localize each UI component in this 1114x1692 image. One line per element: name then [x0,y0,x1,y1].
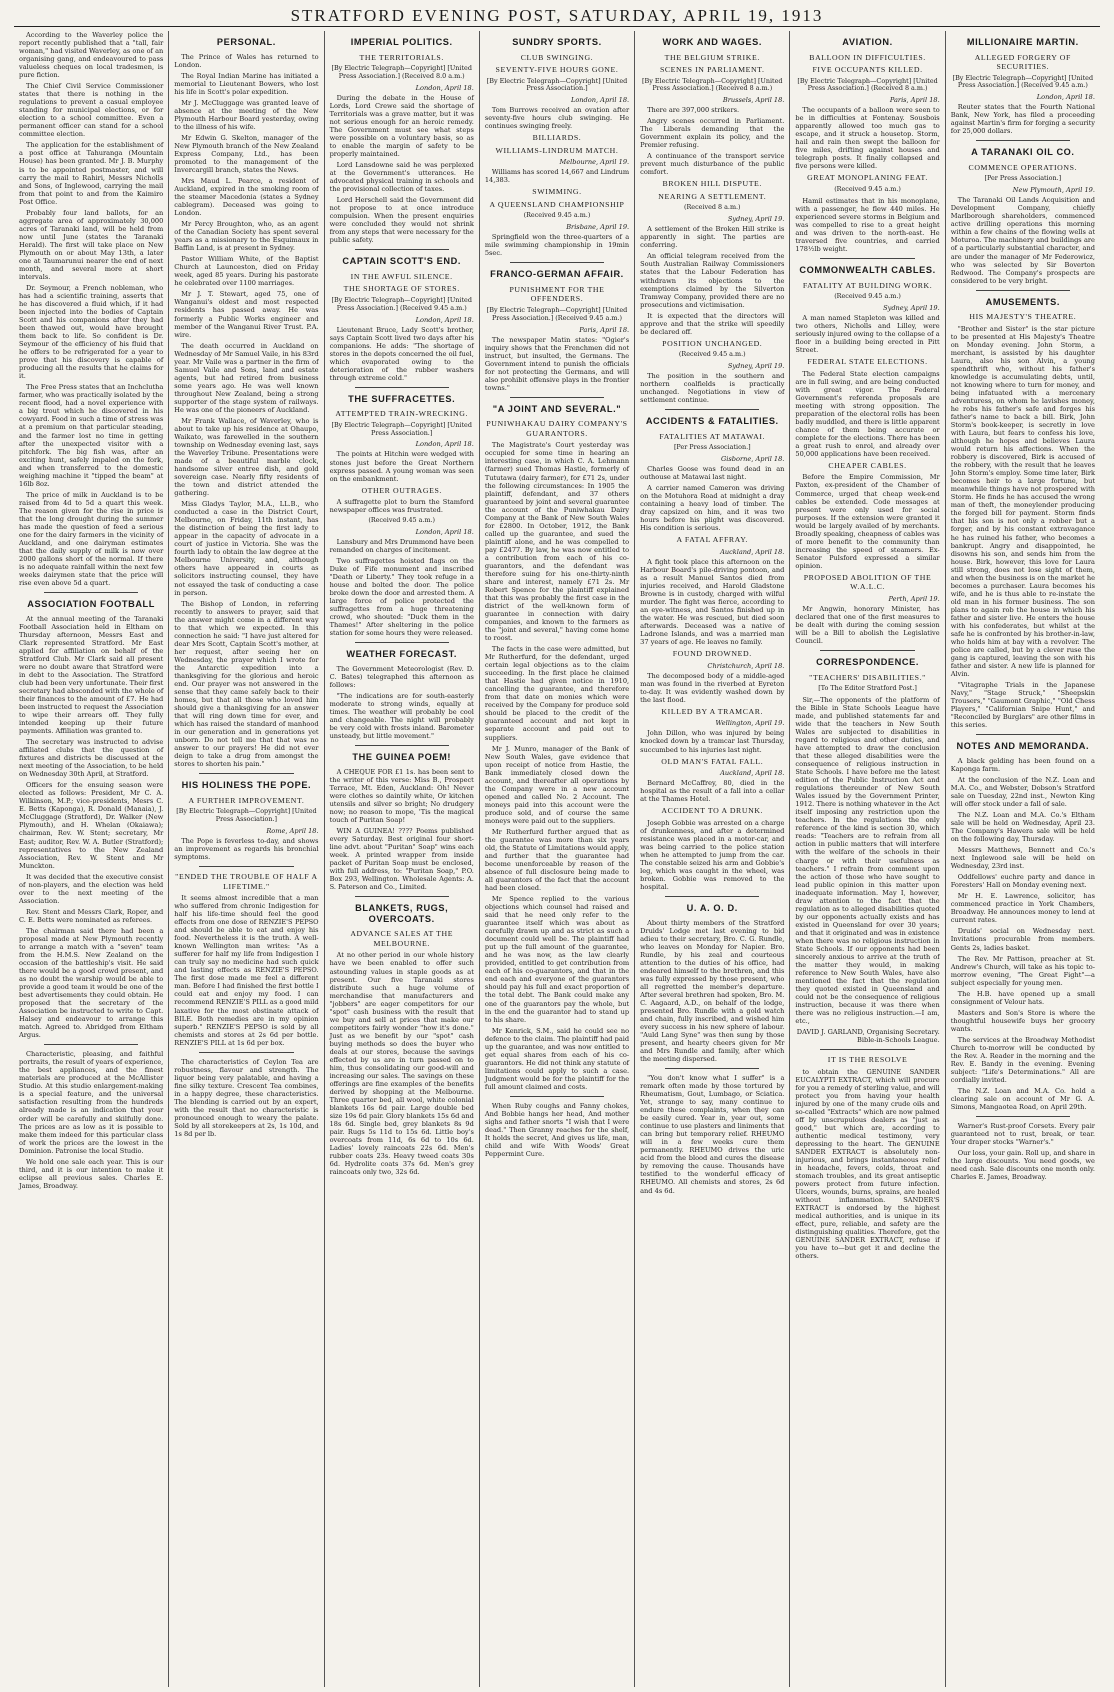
article-paragraph: The N.Z. Loan and M.A. Co. hold a clearing sale on account of Mr G. A. Simons, Mangaotea Road, on April 29th. [950,1087,1095,1112]
article-paragraph: Warner's Rust-proof Corsets. Every pair guaranteed not to rust, break, or tear. Your draper stocks "Warner's." [950,1122,1095,1147]
dateline: London, April 18. [415,83,474,92]
column-rule [44,1044,138,1045]
article-paragraph: The Bishop of London, in referring recently to answers to prayer, said that the answer might come in a different way to that which we expected. In this connection he said: "I have just altered for dear Mrs Scott, Captain Scott's mother, at her request, after seeing her on Wednesday, the prayer which I wrote for the Antarctic expedition into a thanksgiving for the glorious and heroic end. Our prayer was not answered in the sense that they came safely back to their homes, but that all those who loved him should give a thanksgiving for an answer that will ring down time for ever, and which has raised the standard of manhood in our generation and in generations yet unborn. Do not tell me that that was no answer to our prayers! He did not ever deign to take a drug from amongst the stores to shorten his pain." [174,599,319,769]
column-rule [355,249,449,250]
article-paragraph: The Free Press states that an Inchclutha farmer, who was practically isolated by the recent flood, had a novel experience with a big trout which he discovered in his cowyard. Food in such a time of stress was at a premium on that particular steading, and the farmer lost no time in getting after the unexpected visitor with a pitchfork. The big fish was, after an exciting hunt, safely impaled on the fork, and when transferred to the domestic weighing machine it "tipped the beam" at 16lb 8oz. [19,383,164,488]
article-paragraph: Bernard McCaffrey, 80, died in the hospital as the result of a fall into a cellar at the Thames Hotel. [640,779,785,804]
article-headline: ASSOCIATION FOOTBALL [27,599,155,610]
article-paragraph: A continuance of the transport service prevent much disturbance of the public comfort. [640,152,785,177]
article-paragraph: The death occurred in Auckland on Wednesday of Mr Samuel Vaile, in his 83rd year. Mr Vaile was a partner in the firm of Samuel Vaile and Sons, land and estate agents, but had retired from business some years ago. He was well known throughout New Zealand, being a strong supporter of the stage system of railways. He was one of the pioneers of Auckland. [174,341,319,414]
article-headline: "A JOINT AND SEVERAL." [492,403,622,414]
article-paragraph: When Ruby coughs and Fanny chokes, And Bobbie hangs her head, And mother sighs and father snorts "I wish that I were dead." Then Granny reaches for the shelf, It holds the secret, And gives us life, man, child and wife With Woods' Great Peppermint Cure. [484,1101,630,1159]
article-paragraph: A fight took place this afternoon on the Harbour Board's pile-driving pontoon, and as a result Manuel Santos died from injuries received, and Harold Gladstone Browne is in custody, charged with wilful murder. The fight was fierce, according to an eye-witness, and Santos finished up in the water. He was rescued, but died soon afterwards. Deceased was a native of Ladrone Islands, and was a married man 37 years of age. He leaves no family. [640,557,785,647]
column-rule [976,290,1070,291]
article-headline: NOTES AND MEMORANDA. [956,741,1090,752]
article-paragraph: Officers for the ensuing season were elected as follows: President, Mr C. A. Wilkinson, M.P.; vice-presidents, Mesrs C. E. Betts (Kaponga), R. Donald (Manaia), J. McCluggage (Stratford), Dr. Walker (New Plymouth), and H. Whelan (Okaiawa); chairman, Rev. W. Stent; secretary, Mr East; auditor, Rev. W. A. Butler (Stratford); representatives to the New Zealand Association, Rev. W. Stent and Mr Munckton. [19,781,164,870]
article-paragraph: Mr J. McCluggage was granted leave of absence at the meeting of the New Plymouth Harbour Board yesterday, owing to the illness of his wife. [174,98,319,131]
article-subheading: OLD MAN'S FATAL FALL. [661,756,764,766]
article-subheading: PUNIWHAKAU DAIRY COMPANY'S GUARANTORS. [486,419,628,438]
article-paragraph: A suffragette plot to burn the Stamford newspaper offices was frustrated. [329,498,474,515]
article-paragraph: It seems almost incredible that a man who suffered from chronic Indigestion for half his life-time should feel the good effects from one dose of RENZIE'S PEPSO and should be able to eat and enjoy his food. Nevertheless it is the truth. A well-known Wellington man writes: "As a sufferer for half my life from Indigestion I can truly say no medicine had such quick and lasting effects as RENZIE'S PEPSO. The first dose made me feel a different man. Before I had finished the first bottle I could eat and enjoy my food. I can recommend RENZIE'S PILL as a good mild laxative for the most obstinate attack of BILE. Both remedies are in my opinion superb." RENZIE'S PEPSO is sold by all chemists and stores at 2s 6d per bottle. RENZIE'S PILL at 1s 6d per box. [174,894,319,1047]
column-rule [976,734,1070,735]
article-subheading: CHEAPER CABLES. [828,460,907,470]
article-subheading: CLUB SWINGING. [520,52,594,62]
column-rule [510,1096,604,1097]
article-paragraph: Mr Rutherfurd further argued that as the guarantee was more than six years old, the Statute of Limitations would apply, and further that the guarantee had become unenforceable by reason of the absence of full disclosure being made to all guarantors of the fact that the account had been closed. [484,827,630,893]
article-subheading: GREAT MONOPLANING FEAT. [807,173,928,183]
article-subheading: BILLIARDS. [532,133,582,143]
article-paragraph: During the debate in the House of Lords, Lord Crewe said the shortage of Territorials was a grave matter, but it was not serious enough for an heroic remedy. The Government must see what steps were possible on a voluntary basis, so as to enable the margin of safety to be properly maintained. [329,93,474,158]
article-subheading: SWIMMING. [532,187,582,197]
article-paragraph: The Chief Civil Service Commissioner states that there is nothing in the regulations to prevent a casual employee standing for municipal elections, or for election to a school committee. Even a permanent officer can stand for a school committee election. [19,82,164,139]
article-paragraph: The position in the southern and northern coalfields is practically unchanged. Negotiations in view of settlement continue. [640,372,785,405]
article-headline: THE GUINEA POEM! [352,752,451,763]
article-paragraph: Mr Percy Broughton, who, as an agent of the Canadian Society has spent several years as a missionary to the Esquimaux in Baffin Land, is at present in Sydney. [174,220,319,253]
masthead: STRATFORD EVENING POST, SATURDAY, APRIL 19, 1913 [14,6,1100,27]
column-rule [665,1068,759,1069]
column-rule [355,745,449,746]
article-paragraph: The Rev. Mr Pattison, preacher at St. Andrew's Church, will take as his topic to-morrow evening, "The Great Fight"—a subject especially for young men. [950,954,1095,987]
column-rule [976,1116,1070,1117]
article-headline: IMPERIAL POLITICS. [350,37,453,47]
wire-credit: [By Electric Telegraph—Copyright] [United Press Association.] (Received 8.0 a.m.) [331,64,472,80]
article-paragraph: The N.Z. Loan and M.A. Co.'s Eltham sale will be held on Wednesday, April 23. The Company's Hawera sale will be held on the following day, Thursday. [950,811,1095,844]
article-subheading: A FURTHER IMPROVEMENT. [188,795,305,805]
article-paragraph: Springfield won the three-quarters of a mile swimming championship in 19min 5sec. [484,233,630,258]
article-headline: FRANCO-GERMAN AFFAIR. [490,269,624,280]
dateline: London, April 18. [570,96,630,105]
dateline: Perth, April 19. [888,594,940,603]
article-subheading: BALLOON IN DIFFICULTIES. [809,52,926,62]
wire-credit: [By Electric Telegraph—Copyright] [United Press Association.] (Received 9.45 a.m.) [331,295,472,312]
article-paragraph: At the conclusion of the N.Z. Loan and M.A. Co., and Webster, Dobson's Stratford sale on Tuesday, 22nd inst., Newton King will offer stock under a fall of sale. [950,775,1095,808]
article-paragraph: According to the Waverley police the report recently published that a "tall, fair woman," had visited Waverley, as one of an organising gang, and endeavoured to pass valueless cheques on local tradesmen, is pure fiction. [19,31,164,80]
article-headline: THE SUFFRACETTES. [348,393,456,404]
wire-credit: [By Electric Telegraph—Copyright] [United Press Association.] (Received 9.45 a.m.) [952,73,1094,90]
newspaper-column [946,31,1100,1687]
article-paragraph: Joseph Gobbie was arrested on a charge of drunkenness, and after a determined resistance was placed in a motor-car, and was being carried to the police station when he attempted to jump from the car. The constable seized his arm and Gobbie's leg, which was caught in the wheel, was broken. Gobbie was removed to the hospital. [640,818,785,891]
article-headline: CAPTAIN SCOTT'S END. [342,256,462,267]
article-subheading: SCENES IN PARLIAMENT. [659,65,765,75]
article-paragraph: Angry scenes occurred in Parliament. The Liberals demanding that the Government explain its policy, and the Premier refusing. [640,117,785,150]
dateline: Sydney, April 19. [727,362,785,371]
article-paragraph: WIN A GUINEA! ???? Poems published every Saturday. Best original four short-line advt. about "Puritan" Soap" wins each week. A printed wrapper from inside packet of Puritan Soap must be enclosed, with full address, to: "Puritan Soap," P.O. Box 293, Wellington. Wholesale Agents: A. S. Paterson and Co., Limited. [329,827,474,892]
article-paragraph: The decomposed body of a middle-aged man was found in the riverbed at Eyreton to-day. It was evidently washed down by the last flood. [640,671,785,704]
article-headline: PERSONAL. [216,37,276,47]
article-paragraph: We hold one sale each year. This is our third, and it is our intention to make it eclipse all previous sales. Charles E. James, Broadway. [19,1157,164,1190]
column-rule [976,140,1070,141]
article-paragraph: Two suffragettes hoisted flags on the Duke of Fife monument and inscribed "Death or Liberty." They took refuge in a house and bolted the door. The police broke down the door and arrested them. A large force of police protected the suffragettes from a huge threatening crowd, who shouted: "Duck them in the Thames!" After sheltering in the police station for some hours they were released. [329,557,474,638]
article-subheading: KILLED BY A TRAMCAR. [661,706,764,716]
article-headline: A TARANAKI OIL CO. [971,147,1075,158]
article-paragraph: The characteristics of Ceylon Tea are robustness, flavour and strength. The liquor being very palatable, and having a fine silky texture. Crescent Tea combines, in a happy degree, these characteristics. The blending is carried out by an expert, with the result that no characteristic is pronounced enough to weary the palate. Sold by all storekeepers at 2s, 1s 10d, and 1s 8d per lb. [174,1057,319,1138]
article-subheading: FOUND DROWNED. [672,649,752,659]
dateline: London, April 18. [1036,93,1095,102]
dateline: Auckland, April 18. [720,769,785,778]
article-subheading: ATTEMPTED TRAIN-WRECKING. [335,409,469,419]
article-paragraph: The price of milk in Auckland is to be raised from 4d to 5d a quart this week. The reason given for the rise in price is that the long drought during the summer has made the question of feed a serious one for the dairy farmers in the vicinity of Auckland, and one dairyman estimates that the daily supply of milk is now over 2000 gallons short of the normal. If there is no adequate rainfall within the next few weeks dairymen state that the price will rise even above 5d a quart. [19,490,164,588]
newspaper-column [14,31,169,1687]
wire-credit: [Per Press Association.] [984,174,1062,183]
column-rule [820,650,914,651]
article-subheading: COMMENCE OPERATIONS. [968,162,1078,172]
article-paragraph: Our loss, your gain. Roll up, and share in the large discounts. You need goods, we need cash. Sale discounts one month only. Charles E. James, Broadway. [950,1149,1095,1182]
wire-credit: [By Electric Telegraph—Copyright] [United Press Association.] (Received 8 a.m.) [642,76,783,93]
article-headline: COMMONWEALTH CABLES. [799,265,936,276]
newspaper-column [480,31,635,1687]
article-headline: AMUSEMENTS. [985,296,1061,307]
article-paragraph: "Brother and Sister" is the star picture to be presented at His Majesty's Theatre on Monday evening. John Storm, a merchant, is assisted by his daughter Laura, also his son Alvin, a young spendthrift who, without his father's knowledge is accumulating debts, until, not knowing where to turn for money, and being infatuated with a mercenary adventuress, on whom he lavishes money, he robs his father's safe and forges his father's name to back a bill. Birk, John Storm's book-keeper, is secretly in love with Laura, but fears to confess his love, although he hopes and believes Laura would return his affections. When the robbery is discovered, Birk is accused of the robbery, with the result that he leaves John Storm's employ. Some time later, Birk becomes heir to a large fortune, but meanwhile things have not prospered with Storm. He finds he has accused the wrong man of theft, the moneylender producing the forged bill for payment. Storm finds that his son is not only a robber but a forger, and by his constant extravagance he has ruined his father, who becomes a bankrupt. Angry and disappointed, he disowns his son, and sends him from the house. Birk, however, this love for Laura still strong, does not lose sight of them, and when the business is on the market he becomes a purchaser. Laura becomes his wife, and he is thus able to re-instate the old man in his former business. The son plans to again rob the house in which his father and sister live. He enters the house with his confederates, but whilst at the safe he is confronted by his brother-in-law, who holds him at bay with a revolver. The police are called, but by a clever ruse the gang is captured, leaving the son with his father and sister. A new life is planned for Alvin. [950,324,1095,679]
article-headline: MILLIONAIRE MARTIN. [966,37,1079,47]
article-subheading: FIVE OCCUPANTS KILLED. [812,65,923,75]
article-paragraph: Dr. Seymour, a French nobleman, who has had a scientific training, asserts that he has discovered a fluid which, if it had been injected into the bodies of Captain Scott and his companions after they had been thawed out, would have brought them back to life. So confident is Dr. Seymour of the efficiency of his fluid that he offers to be refrigerated for a year to prove that his discovery is capable of producing all the results that he claims for it. [19,283,164,381]
article-paragraph: Characteristic, pleasing, and faithful portraits, the result of years of experience, the best appliances, and the finest materials are produced at the McAllister Studio. At this studio enlargement-making is a special feature, and the universal satisfaction resulting from the hundreds already made is an indication that your order will be carefully and skilfully done. The prices are as low as it is possible to make them indeed for this particular class of work the prices are the lowest in the Dominion. Patronise the local Studio. [19,1050,164,1155]
article-subheading: IT IS THE RESOLVE [827,1055,908,1065]
dateline: London, April 18. [415,440,474,449]
dateline: New Plymouth, April 19. [1012,186,1095,195]
article-paragraph: Sir,—The opponents of the platform of the Bible in State Schools League have made, and published statements far and wide that the teachers in New South Wales are subjected to disabilities in regard to religious and other duties, and have attempted to draw the conclusion that these alleged disabilities were the consequence of religious instruction in State Schools. I have before me the latest edition of the Public Instruction Act and regulations thereunder of New South Wales issued by the Government Printer, 1912. There is nothing whatever in the Act itself imposing any restriction upon the teachers. In the regulations the only reference of the kind is section 30, which reads: "Teachers are to refrain from all action in public matters that will interfere with the welfare of the schools in their charge or with their usefulness as teachers." I refrain from comment upon the action of those who have sought to lead public opinion in this matter upon inadequate information. May I, however, draw attention to the fact that the regulation as to alleged disabilities quoted by our opponents actually exists and has existed in Queensland for over 30 years; and that it originated and was in existence when there was no religious instruction in State Schools. If our opponents had been sincerely anxious to arrive at the truth of the matter they would, in making reference to New South Wales, have also mentioned the fact that the regulation they quoted existed in Queensland and could not be the consequence of religious instruction, because it was there when there was no religious instruction.—I am, etc., [795,695,940,1026]
newspaper-column [635,31,790,1687]
article-headline: WORK AND WAGES. [662,37,763,47]
article-paragraph: Pastor William White, of the Baptist Church at Launceston, died on Friday week, aged 85 years. During his pastorate he celebrated over 1100 marriages. [174,255,319,288]
dateline: Paris, April 18. [579,325,630,334]
dateline: Wellington, April 19. [715,719,785,728]
article-paragraph: "The indications are for south-easterly moderate to strong winds, equally at times. The weather will probably be cool and changeable. The night will probably be very cold with frosts inland. Barometer unsteady, but little movement." [329,692,474,741]
dateline: Sydney, April 19. [727,215,785,224]
wire-credit: (Received 9.45 a.m.) [834,292,901,301]
article-paragraph: The H.B. have opened up a small consignment of Velour hats. [950,989,1095,1006]
article-paragraph: The facts in the case were admitted, but Mr Rutherfurd, for the defendant, urged certain legal objections as to the claim succeeding. In the first place he claimed that Hastie had given notice in 1910, cancelling the guarantee, and therefore from that date on monies which were received by the Company for produce sold should be placed to the credit of the guaranteed account and not kept in separate account and paid out to suppliers. [484,645,630,742]
article-subheading: ALLEGED FORGERY OF SECURITIES. [974,52,1071,72]
column-rule [665,409,759,410]
wire-credit: (Received 9.45 a.m.) [834,184,901,193]
wire-credit: [By Electric Telegraph—Copyright] [United Press Association.] (Received 8 a.m.) [797,76,938,93]
article-paragraph: It was decided that the executive consist of non-players, and the election was held over to the next meeting of the Association. [19,872,164,905]
dateline: London, April 18. [415,527,474,536]
dateline: Rome, April 18. [266,826,319,835]
article-subheading: "TEACHERS' DISABILITIES." [809,672,926,682]
article-paragraph: The occupants of a balloon were seen to be in difficulties at Fontenay. Sousbois apparently allowed too much gas to escape, and it struck a housetop. Storm, hail and rain then swept the balloon for five miles, drifting against houses and telegraph posts. It finally collapsed and five persons were killed. [795,106,940,171]
wire-credit: [By Electric Telegraph—Copyright] [United Press Association.] (Received 9.45 a.m.) [486,305,628,322]
article-paragraph: It is expected that the directors will approve and that the strike will speedily be declared off. [640,311,785,336]
article-paragraph: Charles Goose was found dead in an outhouse at Matawai last night. [640,465,785,482]
article-subheading: POSITION UNCHANGED. [662,338,763,348]
dateline: Brisbane, April 19. [566,223,630,232]
wire-credit: [By Electric Telegraph—Copyright] [United Press Association.] [486,76,628,93]
article-paragraph: Lieutenant Bruce, Lady Scott's brother, says Captain Scott lived two days after his companions. He adds: "The shortage of stores in the depots concerned the oil fuel, which evaporated owing to the deterioration of the rubber washers through extreme cold." [329,325,474,382]
article-headline: U. A. O. D. [686,902,738,913]
columns-container [14,31,1100,1687]
wire-credit: [Per Press Association.] [673,443,751,452]
column-rule [199,773,293,774]
article-paragraph: Miss Gladys Taylor, M.A., LL.B., who conducted a case in the District Court, Melbourne, on Friday, 11th instant, has the distinction of being the first lady to appear in the capacity of advocate in a court of justice in Victoria. She was the fourth lady to obtain the law degree at the Melbourne University, and, although others have appeared in courts as solicitors instructing counsel, they have not essayed the task of conducting a case in person. [174,500,319,597]
article-subheading: SEVENTY-FIVE HOURS GONE. [495,65,619,75]
column-rule [665,896,759,897]
column-rule [199,866,293,867]
article-paragraph: Mr J. T. Stewart, aged 75, one of Wanganui's oldest and most respected residents has passed away. He was formerly a Public Works engineer and member of the Wanganui River Trust. P.A. wire. [174,290,319,339]
article-subheading: PUNISHMENT FOR THE OFFENDERS. [509,284,605,304]
article-paragraph: Messrs Matthews, Bennett and Co.'s next Inglewood sale will be held on Wednesday, 23rd inst. [950,846,1095,871]
column-rule [355,642,449,643]
column-rule [510,262,604,263]
dateline: Paris, April 18. [889,96,940,105]
dateline: Christchurch, April 18. [707,661,785,670]
article-paragraph: Lord Herschell said the Government did not propose to at once introduce compulsion. When the present enquiries were concluded they would not shrink from any steps that were necessary for the public safety. [329,196,474,245]
article-paragraph: The Taranaki Oil Lands Acquisition and Development Company, chiefly Marlborough shareholders, commenced active drilling operations this morning within a few chains of the flowing wells at Moturoa. The machinery and buildings are of a particularly substantial character, and are under the manager of Mr Federowicz, who was selected by Sir Boverton Redwood. The Company's prospects are considered to be very bright. [950,196,1095,285]
wire-credit: [By Electric Telegraph—Copyright] [United Press Association.] [176,807,317,824]
dateline: Sydney, April 19. [883,303,940,312]
article-paragraph: A black gelding has been found on a Kaponga farm. [950,756,1095,773]
dateline: Brussels, April 18. [722,96,785,105]
article-paragraph: John Dillon, who was injured by being knocked down by a tramcar last Thursday, succumbed to his injuries last night. [640,729,785,754]
article-paragraph: Reuter states that the Fourth National Bank, New York, has filed a proceeding against Martin's firm for forging a security for 25,000 dollars. [950,103,1095,136]
wire-credit: [To The Editor Stratford Post.] [818,684,917,693]
article-paragraph: The Federal State election campaigns are in full swing, and are being conducted with great vigor. The Federal Government's referenda proposals are meeting with strong opposition. The preparation of the electoral rolls has been badly muddled, and there is little apparent chance of them being accurate or complete for the elections. There has been a great rush to enrol, and already over 50,000 applications have been received. [795,369,940,458]
article-subheading: FEDERAL STATE ELECTIONS. [807,357,928,367]
signature: DAVID J. GARLAND, Organising Secretary. Bible-in-Schools League. [796,1028,940,1045]
article-subheading: THE BELGIUM STRIKE. [664,52,760,62]
article-subheading: HIS MAJESTY'S THEATRE. [969,312,1077,322]
article-paragraph: Williams has scored 14,667 and Lindrum 14,383. [484,168,630,185]
article-paragraph: Tom Burrows received an ovation after seventy-five hours club swinging. He continues swinging freely. [484,106,630,131]
article-paragraph: "Vitagraphe Trials in the Japanese Navy," "Stage Struck," "Sheepskin Trousers," "Gaumont Graphic," "Old Chess Players," "Californian Snipe Hunt," and "Reconciled by Burglars" are other films in this series. [950,681,1095,730]
article-paragraph: The Magistrate's Court yesterday was occupied for some time in hearing an interesting case, in which C. A. Lehmann (farmer) sued Thomas Hastie, formerly of Tututawa (dairy farmer), for £71 2s, under the following circumstances: In 1905 the plaintiff, defendant, and 37 others guaranteed by joint and several guarantee the account of the Puniwhakau Dairy Company at the Bank of New South Wales for £2800. In October, 1912, the Bank called up the guarantee, and sued the plaintiff alone, and he was compelled to pay £2477. By law, he was now entitled to a contribution from each of his co-guarantors, and the defendant was therefore suing for his one-thirty-ninth share and interest, namely £71 2s. Mr Robert Spence for the plaintiff explained that this was probably the first case in the district of the well-known form of guarantee in connection with dairy companies, and known to the farmers as the "joint and several," having come home to roost. [484,441,630,643]
article-paragraph: About thirty members of the Stratford Druids' Lodge met last evening to bid adieu to their secretary, Bro. C. G. Rundle, who leaves on Monday for Napier. Bro. Rundle, by his zeal and courteous attention to the duties of his office, had endeared himself to the brethren, and this was fully expressed by those present, who all regretted the member's departure. After several brethren had spoken, Bro. M. C. Aagaard, A.D., on behalf of the lodge, presented Bro. Rundle with a gold watch and chain, fully inscribed, and wished him every success in his new sphere of labour. "Auld Lang Syne" was then sung by those present, and hearty cheers given for Mr and Mrs Rundle and family, after which the meeting dispersed. [640,918,785,1064]
article-headline: AVIATION. [842,37,893,47]
article-paragraph: Mr H. E. Lawrence, solicitor, has commenced practice in York Chambers, Broadway. He announces money to lend at current rates. [950,892,1095,925]
article-subheading: THE TERRITORIALS. [359,52,444,62]
column-rule [820,258,914,259]
wire-credit: (Received 9.45 a.m.) [368,516,436,525]
article-subheading: WILLIAMS-LINDRUM MATCH. [495,145,619,155]
dateline: Melbourne, April 19. [559,158,630,167]
article-paragraph: At no other period in our whole history have we been enabled to offer such astounding values in staple goods as at present. Our five Taranaki stores distribute such a huge volume of merchandise that manufacturers and "jobbers" are eager competitors for our "spot" cash business with the result that we buy and sell at prices that make our competitors fairly wonder "how it's done." Just as we benefit by our "spot" cash buying methods so does the buyer who deals at our stores, because the savings effected by us are in turn passed on to him, thus consolidating our good-will and increasing our sales. The savings on these offerings are fine examples of the benefits derived by shopping at the Melbourne. Three quarter bed, all wool, white colonial blankets 16s 6d pair. Large double bed size 19s 6d pair. Glory blankets 15s 6d and 18s 6d. Single bed, grey blankets 8s 9d pair. Rugs 5s 11d to 15s 6d. Little boy's overcoats from 11d, 6s 6d to 10s 6d. Ladies' lovely raincoats 22s 6d. Men's rubber coats 23s. Heavy tweed coats 30s 6d. Hydrolite coats 37s 6d. Men's grey raincoats only two, 32s 6d. [329,951,474,1177]
article-subheading: THE SHORTAGE OF STORES. [343,284,460,294]
article-paragraph: A settlement of the Broken Hill strike is apparently in sight. The parties are conferring. [640,225,785,250]
newspaper-column [325,31,480,1687]
wire-credit: (Received 9.45 a.m.) [523,211,591,220]
article-paragraph: Druids' social on Wednesday next. Invitations procurable from members. Gents 2s, ladies basket. [950,927,1095,952]
article-paragraph: There are 397,000 strikers. [647,106,740,115]
article-paragraph: "You don't know what I suffer" is a remark often made by those tortured by Rheumatism, Gout, Lumbago, or Sciatica. Yet, strange to say, many continue to endure these complaints, when they can be easily cured. Year in, year out, some continue to use plasters and liniments that can bring but temporary relief. RHEUMO will in a few weeks cure them permanently. RHEUMO drives the uric acid from the blood and cures the disease by removing the cause. Thousands have testified to the wonderful efficacy of RHEUMO. All chemists and stores, 2s 6d and 4s 6d. [640,1074,785,1195]
article-paragraph: Lord Lansdowne said he was perplexed at the Government's utterances. He advocated physical training in schools and the provisional collection of taxes. [329,160,474,194]
column-rule [510,397,604,398]
article-subheading: ADVANCE SALES AT THE MELBOURNE. [350,929,454,948]
article-subheading: A FATAL AFFRAY. [676,535,748,545]
article-subheading: ACCIDENT TO A DRUNK. [661,806,764,816]
article-paragraph: Mr Frank Wallace, of Waverley, who is about to take up his residence at Ohaupo, Waikato, was farewelled in the southern township on Wednesday evening last, says the Waverley Tribune. Presentations were made of a beautiful marble clock, handsome silver entree dish, and gold sovereign case. Nearly fifty residents of the town and district attended the gathering. [174,416,319,498]
article-paragraph: The Pope is feverless to-day, and shows an improvement as regards his bronchial symptoms. [174,836,319,862]
article-paragraph: The points at Hitchin were wedged with stones just before the Great Northern express passed. A young woman was seen on the embankment. [329,450,474,483]
article-headline: WEATHER FORECAST. [346,649,457,660]
article-paragraph: The Prince of Wales has returned to London. [174,52,319,69]
article-paragraph: Mr Angwin, honorary Minister, has declared that one of the first measures to be dealt with during the coming session will be a Bill to abolish the Legislative Council. [795,604,940,645]
article-subheading: A QUEENSLAND CHAMPIONSHIP [489,199,625,209]
newspaper-column [169,31,324,1687]
article-paragraph: The Government Meteorologist (Rev. D. C. Bates) telegraphed this afternoon as follows: [329,664,474,690]
column-rule [199,1052,293,1053]
article-paragraph: The services at the Broadway Methodist Church to-morrow will be conducted by the Rev. A. Reader in the morning and the Rev. E. Bandy in the evening. Evening subject: "Life's Determinations." All are cordially invited. [950,1035,1095,1084]
article-subheading: NEARING A SETTLEMENT. [658,191,767,201]
article-subheading: OTHER OUTRAGES. [361,485,442,495]
article-paragraph: to obtain the GENUINE SANDER EUCALYPTI EXTRACT, which will procure for you a remedy of sterling value, and will protect you from having your health injured by one of the many crude oils and so-called "Extracts" which are now palmed off by unscrupulous dealers as "just as good," but which are, according to authentic medical testimony, very depressing to the heart. The GENUINE SANDER EXTRACT is absolutely non-injurious, and brings instantaneous relief in headache, fevers, colds, throat and stomach troubles, and its great antiseptic powers protect from future infection. Ulcers, wounds, burns, sprains, are healed without inflammation. SANDER'S EXTRACT is endorsed by the highest medical authorities, and is unique in its effect, pure, reliable, and safety are the distinguishing qualities. Therefore, get the GENUINE SANDER EXTRACT, refuse if you have to—but get it and decline the others. [795,1067,940,1261]
article-subheading: PROPOSED ABOLITION OF THE W.A.L.C. [803,572,932,592]
article-subheading: BROKEN HILL DISPUTE. [662,179,762,189]
article-paragraph: Hamil estimates that in his monoplane, with a passenger, he flew 440 miles. He experienced severe storms in Belgium and was compelled to rise to a great height and was driven to the north-east. He traversed five countries, and carried 178½lb weight. [795,196,940,253]
article-paragraph: At the annual meeting of the Taranaki Football Association held in Eltham on Thursday afternoon, Messrs East and Clark represented Stratford. Mr East applied for affiliation on behalf of the Stratford Club. Mr Clark said all present were no doubt aware that Stratford were in debt to the Association. The Stratford club had been very unfortunate. Their first secretary had absconded with the whole of their finances to the amount of £7. He had been instructed to request the Association to wipe their arrears off. They fully intended keeping up their future payments. Affiliation was granted to. [19,614,164,736]
article-paragraph: Mr Kenrick, S.M., said he could see no defence to the claim. The plaintiff had paid up the guarantee, and was now entitled to get equal shares from each of his co-guarantors. He did not think any statute of limitations could apply to such a case. Judgment would be for the plaintiff for the full amount claimed and costs. [484,1026,630,1091]
article-paragraph: The application for the establishment of a post office at Tahuranga (Mountain House) has been granted. Mr J. B. Murphy is to be appointed postmaster, and will carry the mail to Rahiri, Messrs Nicholls and Sons, of Inglewood, carrying the mail from that point to and from the Kaimiro Post Office. [19,141,164,206]
article-paragraph: A CHEQUE FOR £1 1s. has been sent to the writer of this verse: Miss B., Prospect Terrace, Mt. Eden, Auckland: Oh! Never were clothes so daintily white, Or kitchen utensils and silver so bright; No drudgery now; no reason to mope, 'Tis the magical touch of Puritan Soap! [329,767,474,825]
article-paragraph: A carrier named Cameron was driving on the Motuhora Road at midnight a dray containing a heavy load of timber. The dray capsized on him, and it was two hours before his plight was discovered. His condition is serious. [640,484,785,533]
dateline: London, April 18. [415,315,474,324]
column-rule [44,592,138,593]
article-paragraph: Mr Spence replied to the various objections which counsel had raised and said that he need only refer to the guarantee itself which was about as carefully drawn up and as strict as such a document could well be. The plaintiff had put up the full amount of the guarantee, and he was now, as the law clearly provided, entitled to get contribution from each of his co-guarantors, and that in the end each and everyone of the guarantors should pay his full and exact proportion of the total debt. The Bank could make any one of the guarantors pay the whole, but in the end the guarantor had to stand up to his share. [484,895,630,1024]
article-paragraph: The chairman said there had been a proposal made at New Plymouth recently to arrange a match with a "seven" team from the H.M.S. New Zealand on the occasion of the battleship's visit. He said there would be a good crowd present, and as no doubt the warship would be able to provide a good team it would be one of the best advertisements they could obtain. He proposed that the secretary of the Association be instructed to write to Capt. Halsey and endeavour to arrange this match. Agreed to. Abridged from Eltham Argus. [19,926,164,1040]
article-subheading: IN THE AWFUL SILENCE. [350,271,453,281]
article-paragraph: The Royal Indian Marine has initiated a memorial to Lieutenant Bowers, who lost his life in Scott's polar expedition. [174,71,319,96]
newspaper-column [790,31,945,1687]
article-headline: BLANKETS, RUGS, OVERCOATS. [355,903,449,924]
wire-credit: [By Electric Telegraph—Copyright] [United Press Association.] [331,420,472,437]
wire-credit: (Received 9.45 a.m.) [678,350,746,359]
article-headline: CORRESPONDENCE. [816,657,920,667]
article-headline: ACCIDENTS & FATALITIES. [645,416,779,427]
column-rule [355,387,449,388]
article-paragraph: Masters and Son's Store is where the thoughtful housewife buys her grocery wants. [950,1008,1095,1033]
column-rule [820,1049,914,1050]
article-paragraph: Mr J. Munro, manager of the Bank of New South Wales, gave evidence that upon receipt of notice from Hastie, the Bank immediately closed down the account, and thereafter all operations by the Company were in a new account opened and called No. 2 Account. The moneys paid into this account were the produce sold, and of course the same moneys were paid out to the suppliers. [484,744,630,825]
wire-credit: (Received 8 a.m.) [684,203,741,212]
article-paragraph: The newspaper Matin states: "Ogier's inquiry shows that the Frenchmen did not instruct, but insulted, the Germans. The Government intend to punish the officials for not protecting the Germans, and will also prohibit offensive plays in the frontier towns." [484,335,630,392]
article-paragraph: Oddfellows' euchre party and dance in Foresters' Hall on Monday evening next. [950,873,1095,890]
column-rule [355,896,449,897]
article-headline: HIS HOLINESS THE POPE. [181,780,312,791]
article-subheading: FATALITIES AT MATAWAI. [659,431,766,441]
article-paragraph: Mrs Maud L. Pearce, a resident of Auckland, expired in the smoking room of the steamer Macedonia (states a Sydney cablegram). Deceased was going to London. [174,177,319,218]
article-headline: SUNDRY SPORTS. [512,37,602,47]
article-paragraph: Before the Empire Commission, Mr Paxton, ex-president of the Chamber of Commerce, urged that cheap week-end cables be extended. Code messages at present were only used for social purposes. If the extension were granted it would be largely availed of by merchants. Broadly speaking, cheapness of cables was of more benefit to the community than increasing the speed of steamers. Ex-Senator Pulsford expressed a similar opinion. [795,473,940,570]
article-subheading: "ENDED THE TROUBLE OF HALF A LIFETIME." [175,872,318,891]
dateline: Gisborne, April 18. [721,455,785,464]
article-paragraph: Lansbury and Mrs Drummond have been remanded on charges of incitement. [329,538,474,555]
article-paragraph: The secretary was instructed to advise affiliated clubs that the question of fixtures and districts be discussed at the next meeting of the Association, to be held on Wednesday 30th April, at Stratford. [19,738,164,779]
article-paragraph: An official telegram received from the South Australian Railway Commissioners states that the Labour Federation has withdrawn its objections to the exemptions claimed by the Silverton Tramway Company, provided there are no prosecutions and victimisation. [640,252,785,309]
dateline: Auckland, April 18. [720,547,785,556]
article-paragraph: Mr Edwin G. Skelton, manager of the New Plymouth branch of the New Zealand Express Company, Ltd., has been promoted to the management of the Invercargill branch, states the News. [174,133,319,174]
article-paragraph: A man named Stapleton was killed and two others, Nicholls and Lilley, were seriously injured owing to the collapse of a floor in a building being erected in Pitt Street. [795,313,940,355]
article-paragraph: Rev. Stent and Messrs Clark, Roper, and C. E. Betts were nominated as referees. [19,907,164,924]
article-subheading: FATALITY AT BUILDING WORK. [802,280,933,290]
article-paragraph: Probably four land ballots, for an aggregate area of approximately 30,000 acres of Taranaki land, will be held from now until June (states the Taranaki Herald). The first will take place on New Plymouth on or about May 13th, a later one at Taumarunui nearer the end of next month, and several more at short intervals. [19,208,164,281]
